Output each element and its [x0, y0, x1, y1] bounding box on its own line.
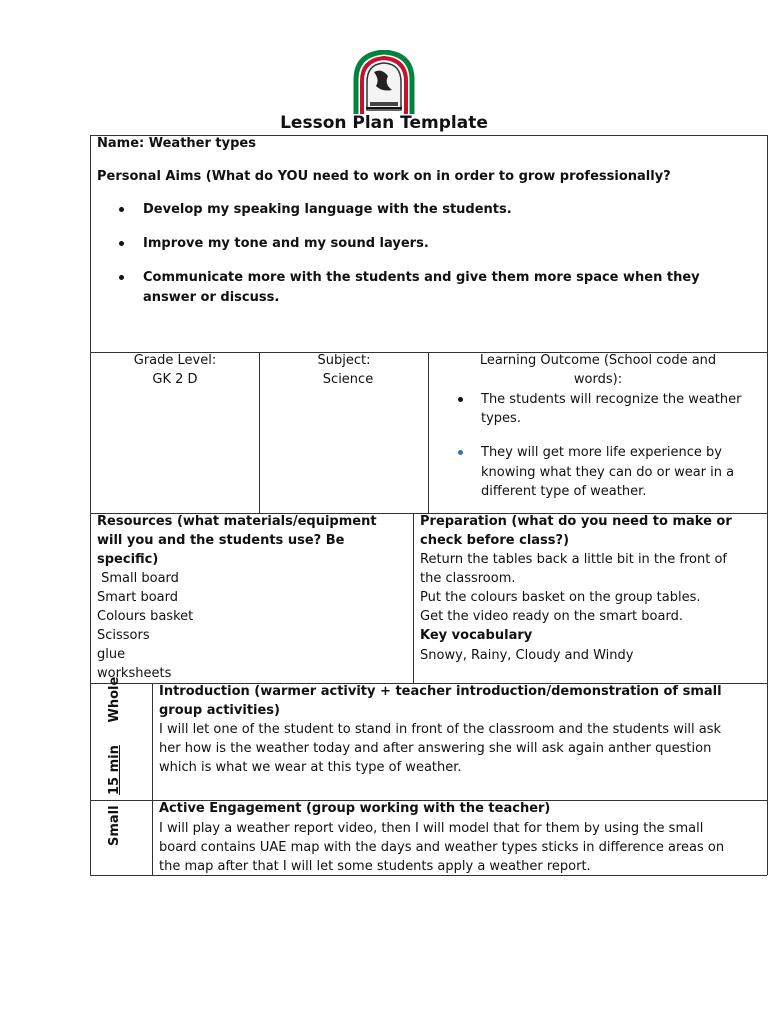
bullet-icon	[458, 450, 463, 455]
aim-item: Communicate more with the students and give them more space when they	[143, 270, 700, 285]
resource-item: Small board	[97, 571, 179, 586]
subject-label: Subject:	[317, 353, 371, 368]
resources-heading: will you and the students use? Be	[97, 533, 345, 548]
resource-item: glue	[97, 647, 126, 662]
outcome-item: They will get more life experience by	[481, 445, 722, 460]
subject-value: Science	[322, 372, 374, 387]
introduction-line: I will let one of the student to stand in front of the classroom and the students will ask	[159, 722, 722, 737]
introduction-side-label	[107, 677, 122, 795]
engagement-line: board contains UAE map with the days and weather types sticks in difference areas on	[159, 840, 725, 855]
engagement-line: I will play a weather report video, then I will model that for them by using the small	[159, 821, 704, 836]
resource-item: Scissors	[97, 628, 150, 643]
engagement-side-label: Small	[107, 805, 122, 846]
duration-label: 15 min	[107, 745, 122, 795]
outcome-item-continued: knowing what they can do or wear in a	[481, 465, 735, 480]
resource-item: Smart board	[97, 590, 178, 605]
introduction-heading: group activities)	[159, 703, 280, 718]
document-title: Lesson Plan Template	[280, 113, 488, 133]
preparation-line: the classroom.	[420, 571, 516, 586]
grade-label: Grade Level:	[133, 353, 217, 368]
outcome-label: Learning Outcome (School code and	[479, 353, 717, 368]
preparation-line: Put the colours basket on the group tables.	[420, 590, 701, 605]
aim-item: Improve my tone and my sound layers.	[143, 236, 429, 251]
resource-item: worksheets	[97, 666, 172, 681]
grade-value: GK 2 D	[152, 372, 198, 387]
outcome-item-continued: different type of weather.	[481, 484, 647, 499]
bullet-icon	[119, 207, 124, 212]
aim-item: Develop my speaking language with the students.	[143, 202, 512, 217]
key-vocabulary-list: Snowy, Rainy, Cloudy and Windy	[420, 648, 634, 663]
introduction-line: which is what we wear at this type of weather.	[159, 760, 462, 775]
preparation-heading: Preparation (what do you need to make or	[420, 514, 732, 529]
preparation-heading: check before class?)	[420, 533, 570, 548]
resources-heading: Resources (what materials/equipment	[97, 514, 377, 529]
lesson-name: Name: Weather types	[97, 136, 256, 151]
engagement-heading: Active Engagement (group working with the teacher)	[159, 801, 551, 816]
introduction-heading: Introduction (warmer activity + teacher introduction/demonstration of small	[159, 684, 722, 699]
aim-item-continued: answer or discuss.	[143, 290, 280, 305]
personal-aims-heading: Personal Aims (What do YOU need to work on in order to grow professionally?	[97, 169, 671, 184]
key-vocabulary-heading: Key vocabulary	[420, 628, 533, 643]
resources-heading: specific)	[97, 552, 159, 567]
bullet-icon	[458, 397, 463, 402]
school-logo-icon	[352, 50, 416, 116]
bullet-icon	[119, 241, 124, 246]
introduction-line: her how is the weather today and after answering she will ask again anther question	[159, 741, 712, 756]
group-type-label: Whole	[107, 676, 122, 723]
bullet-icon	[119, 275, 124, 280]
resource-item: Colours basket	[97, 609, 194, 624]
outcome-item: The students will recognize the weather	[481, 392, 742, 407]
outcome-item-continued: types.	[481, 411, 521, 426]
preparation-line: Get the video ready on the smart board.	[420, 609, 683, 624]
outcome-label-continued: words):	[573, 372, 623, 387]
preparation-line: Return the tables back a little bit in the front of	[420, 552, 727, 567]
engagement-line: the map after that I will let some students apply a weather report.	[159, 859, 591, 874]
